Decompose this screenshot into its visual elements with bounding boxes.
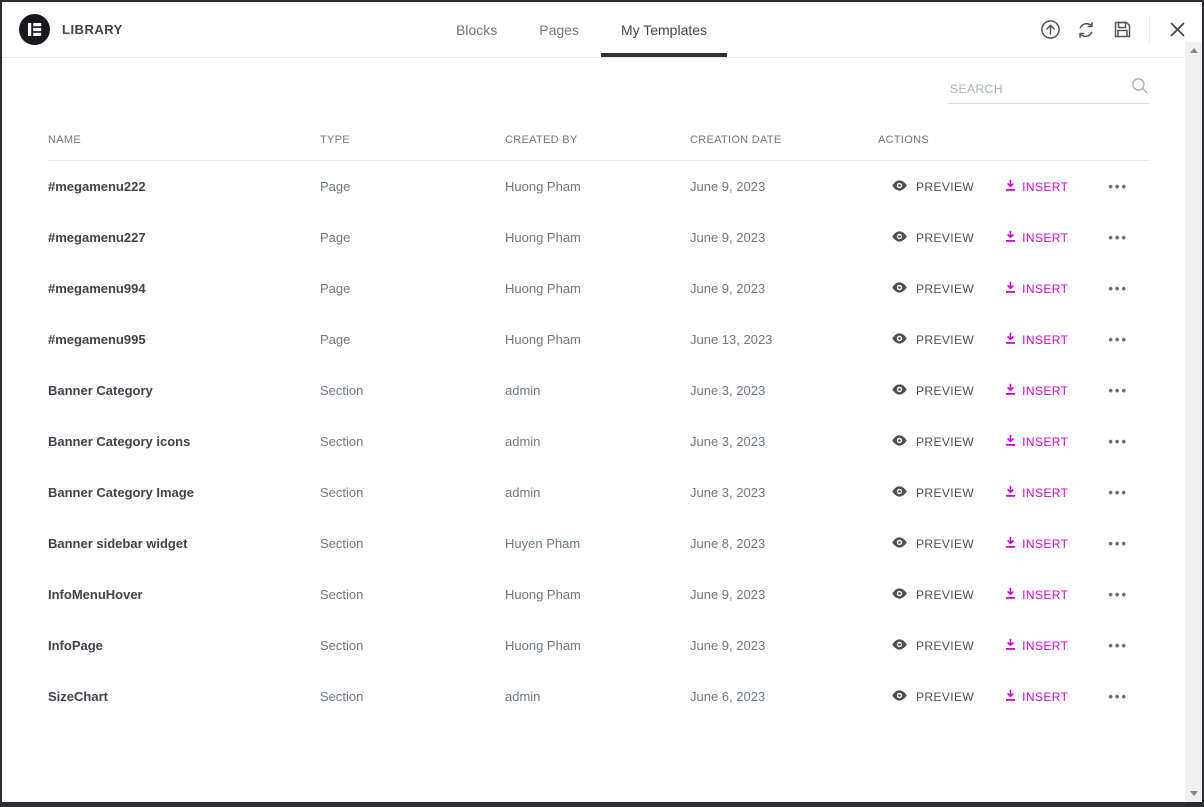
insert-label: INSERT xyxy=(1022,332,1069,347)
insert-download-icon xyxy=(1005,638,1016,653)
more-actions-button[interactable]: ••• xyxy=(1108,485,1128,500)
vertical-scrollbar[interactable] xyxy=(1185,42,1202,802)
col-header-actions: ACTIONS xyxy=(878,134,929,146)
insert-label: INSERT xyxy=(1022,383,1069,398)
template-type: Section xyxy=(320,536,364,551)
preview-label: PREVIEW xyxy=(916,434,975,449)
eye-icon xyxy=(892,639,907,653)
row-actions xyxy=(878,518,1149,569)
template-type: Page xyxy=(320,332,351,347)
preview-label: PREVIEW xyxy=(916,587,975,602)
insert-download-icon xyxy=(1005,281,1016,296)
table-row xyxy=(48,467,1149,518)
template-created-by: admin xyxy=(505,434,541,449)
floppy-save-icon xyxy=(1113,20,1132,39)
row-actions xyxy=(878,212,1149,263)
triangle-down-icon xyxy=(1190,791,1198,796)
table-row xyxy=(48,671,1149,722)
template-name: InfoPage xyxy=(48,638,103,653)
insert-label: INSERT xyxy=(1022,638,1069,653)
preview-button[interactable] xyxy=(892,639,974,653)
eye-icon xyxy=(892,384,907,398)
elementor-logo-icon xyxy=(19,14,50,45)
template-name: Banner Category xyxy=(48,383,153,398)
table-header xyxy=(48,120,1149,161)
more-actions-button[interactable]: ••• xyxy=(1108,383,1128,398)
template-creation-date: June 8, 2023 xyxy=(690,536,766,551)
row-actions xyxy=(878,416,1149,467)
template-created-by: Huong Pham xyxy=(505,587,581,602)
col-header-created-by: CREATED BY xyxy=(505,134,578,146)
row-actions xyxy=(878,569,1149,620)
preview-button[interactable] xyxy=(892,333,974,347)
template-creation-date: June 9, 2023 xyxy=(690,638,766,653)
row-actions xyxy=(878,314,1149,365)
template-type: Section xyxy=(320,383,364,398)
template-name: Banner sidebar widget xyxy=(48,536,188,551)
template-created-by: admin xyxy=(505,689,541,704)
eye-icon xyxy=(892,435,907,449)
template-name: Banner Category Image xyxy=(48,485,194,500)
preview-button[interactable] xyxy=(892,282,974,296)
preview-button[interactable] xyxy=(892,384,974,398)
row-actions xyxy=(878,365,1149,416)
header-toolbar xyxy=(1038,2,1189,57)
scroll-down-button[interactable] xyxy=(1185,785,1202,802)
insert-download-icon xyxy=(1005,536,1016,551)
template-creation-date: June 3, 2023 xyxy=(690,485,766,500)
template-created-by: Huong Pham xyxy=(505,230,581,245)
insert-button[interactable] xyxy=(1005,638,1068,653)
eye-icon xyxy=(892,486,907,500)
toolbar-divider xyxy=(1149,17,1150,43)
template-name: #megamenu227 xyxy=(48,230,146,245)
circle-arrow-up-icon xyxy=(1040,19,1061,40)
template-name: #megamenu995 xyxy=(48,332,146,347)
template-creation-date: June 9, 2023 xyxy=(690,230,766,245)
insert-label: INSERT xyxy=(1022,587,1069,602)
insert-download-icon xyxy=(1005,689,1016,704)
table-row xyxy=(48,620,1149,671)
more-actions-button[interactable]: ••• xyxy=(1108,281,1128,296)
preview-label: PREVIEW xyxy=(916,332,975,347)
template-creation-date: June 9, 2023 xyxy=(690,587,766,602)
more-actions-button[interactable]: ••• xyxy=(1108,536,1128,551)
template-name: InfoMenuHover xyxy=(48,587,143,602)
preview-label: PREVIEW xyxy=(916,383,975,398)
insert-button[interactable] xyxy=(1005,281,1068,296)
col-header-type: TYPE xyxy=(320,134,350,146)
insert-label: INSERT xyxy=(1022,230,1069,245)
template-type: Section xyxy=(320,485,364,500)
insert-label: INSERT xyxy=(1022,281,1069,296)
more-actions-button[interactable]: ••• xyxy=(1108,434,1128,449)
template-creation-date: June 9, 2023 xyxy=(690,179,766,194)
insert-label: INSERT xyxy=(1022,536,1069,551)
template-created-by: Huong Pham xyxy=(505,638,581,653)
template-created-by: Huyen Pham xyxy=(505,536,581,551)
preview-label: PREVIEW xyxy=(916,689,975,704)
template-type: Section xyxy=(320,587,364,602)
template-list xyxy=(48,161,1149,722)
eye-icon xyxy=(892,231,907,245)
template-name: SizeChart xyxy=(48,689,108,704)
row-actions xyxy=(878,671,1149,722)
table-row xyxy=(48,314,1149,365)
template-type: Page xyxy=(320,230,351,245)
insert-label: INSERT xyxy=(1022,485,1069,500)
preview-button[interactable] xyxy=(892,486,974,500)
insert-button[interactable] xyxy=(1005,587,1068,602)
tab-blocks[interactable]: Blocks xyxy=(456,21,498,38)
insert-button[interactable] xyxy=(1005,383,1068,398)
templates-content xyxy=(2,76,1185,722)
tab-pages[interactable]: Pages xyxy=(539,21,579,38)
insert-label: INSERT xyxy=(1022,434,1069,449)
template-creation-date: June 13, 2023 xyxy=(690,332,773,347)
template-name: Banner Category icons xyxy=(48,434,191,449)
template-type: Page xyxy=(320,179,351,194)
more-actions-button[interactable]: ••• xyxy=(1108,332,1128,347)
preview-label: PREVIEW xyxy=(916,281,975,296)
eye-icon xyxy=(892,180,907,194)
table-row xyxy=(48,569,1149,620)
table-row xyxy=(48,161,1149,212)
insert-label: INSERT xyxy=(1022,689,1069,704)
insert-download-icon xyxy=(1005,434,1016,449)
eye-icon xyxy=(892,588,907,602)
preview-button[interactable] xyxy=(892,435,974,449)
more-actions-button[interactable]: ••• xyxy=(1108,689,1128,704)
table-row xyxy=(48,416,1149,467)
insert-button[interactable] xyxy=(1005,485,1068,500)
more-actions-button[interactable]: ••• xyxy=(1108,179,1128,194)
search-row xyxy=(48,76,1149,120)
table-row xyxy=(48,518,1149,569)
preview-button[interactable] xyxy=(892,537,974,551)
template-created-by: Huong Pham xyxy=(505,179,581,194)
preview-label: PREVIEW xyxy=(916,179,975,194)
more-actions-button[interactable]: ••• xyxy=(1108,638,1128,653)
insert-download-icon xyxy=(1005,587,1016,602)
insert-button[interactable] xyxy=(1005,179,1068,194)
more-actions-button[interactable]: ••• xyxy=(1108,587,1128,602)
tab-my-templates[interactable]: My Templates xyxy=(601,2,727,57)
template-created-by: admin xyxy=(505,485,541,500)
row-actions xyxy=(878,263,1149,314)
preview-button[interactable] xyxy=(892,690,974,704)
insert-download-icon xyxy=(1005,485,1016,500)
template-name: #megamenu994 xyxy=(48,281,146,296)
insert-download-icon xyxy=(1005,332,1016,347)
refresh-icon xyxy=(1076,20,1096,40)
table-row xyxy=(48,263,1149,314)
insert-label: INSERT xyxy=(1022,179,1069,194)
sync-library-button[interactable] xyxy=(1074,18,1098,42)
brand xyxy=(2,14,123,45)
triangle-up-icon xyxy=(1190,48,1198,53)
insert-button[interactable] xyxy=(1005,434,1068,449)
close-library-button[interactable] xyxy=(1165,18,1189,42)
insert-button[interactable] xyxy=(1005,689,1068,704)
eye-icon xyxy=(892,333,907,347)
save-template-button[interactable] xyxy=(1110,18,1134,42)
insert-download-icon xyxy=(1005,383,1016,398)
more-actions-button[interactable]: ••• xyxy=(1108,230,1128,245)
template-type: Section xyxy=(320,638,364,653)
template-creation-date: June 6, 2023 xyxy=(690,689,766,704)
search-icon xyxy=(1131,77,1149,100)
scroll-up-button[interactable] xyxy=(1185,42,1202,59)
template-type: Page xyxy=(320,281,351,296)
search-input[interactable] xyxy=(948,81,1131,97)
row-actions xyxy=(878,467,1149,518)
template-created-by: admin xyxy=(505,383,541,398)
insert-button[interactable] xyxy=(1005,230,1068,245)
template-type: Section xyxy=(320,434,364,449)
template-creation-date: June 9, 2023 xyxy=(690,281,766,296)
search-box xyxy=(948,76,1149,104)
preview-button[interactable] xyxy=(892,180,974,194)
insert-button[interactable] xyxy=(1005,332,1068,347)
preview-label: PREVIEW xyxy=(916,230,975,245)
insert-button[interactable] xyxy=(1005,536,1068,551)
eye-icon xyxy=(892,282,907,296)
tab-bar xyxy=(436,2,727,57)
template-creation-date: June 3, 2023 xyxy=(690,383,766,398)
row-actions xyxy=(878,620,1149,671)
template-type: Section xyxy=(320,689,364,704)
close-icon xyxy=(1169,21,1186,38)
col-header-creation-date: CREATION DATE xyxy=(690,134,782,146)
library-title: LIBRARY xyxy=(62,22,123,37)
template-created-by: Huong Pham xyxy=(505,332,581,347)
insert-download-icon xyxy=(1005,179,1016,194)
template-name: #megamenu222 xyxy=(48,179,146,194)
header xyxy=(2,2,1202,58)
eye-icon xyxy=(892,690,907,704)
row-actions xyxy=(878,161,1149,212)
col-header-name: NAME xyxy=(48,134,81,146)
preview-label: PREVIEW xyxy=(916,536,975,551)
eye-icon xyxy=(892,537,907,551)
table-row xyxy=(48,365,1149,416)
preview-label: PREVIEW xyxy=(916,485,975,500)
preview-label: PREVIEW xyxy=(916,638,975,653)
template-created-by: Huong Pham xyxy=(505,281,581,296)
insert-download-icon xyxy=(1005,230,1016,245)
import-template-button[interactable] xyxy=(1038,18,1062,42)
preview-button[interactable] xyxy=(892,588,974,602)
table-row xyxy=(48,212,1149,263)
template-creation-date: June 3, 2023 xyxy=(690,434,766,449)
preview-button[interactable] xyxy=(892,231,974,245)
